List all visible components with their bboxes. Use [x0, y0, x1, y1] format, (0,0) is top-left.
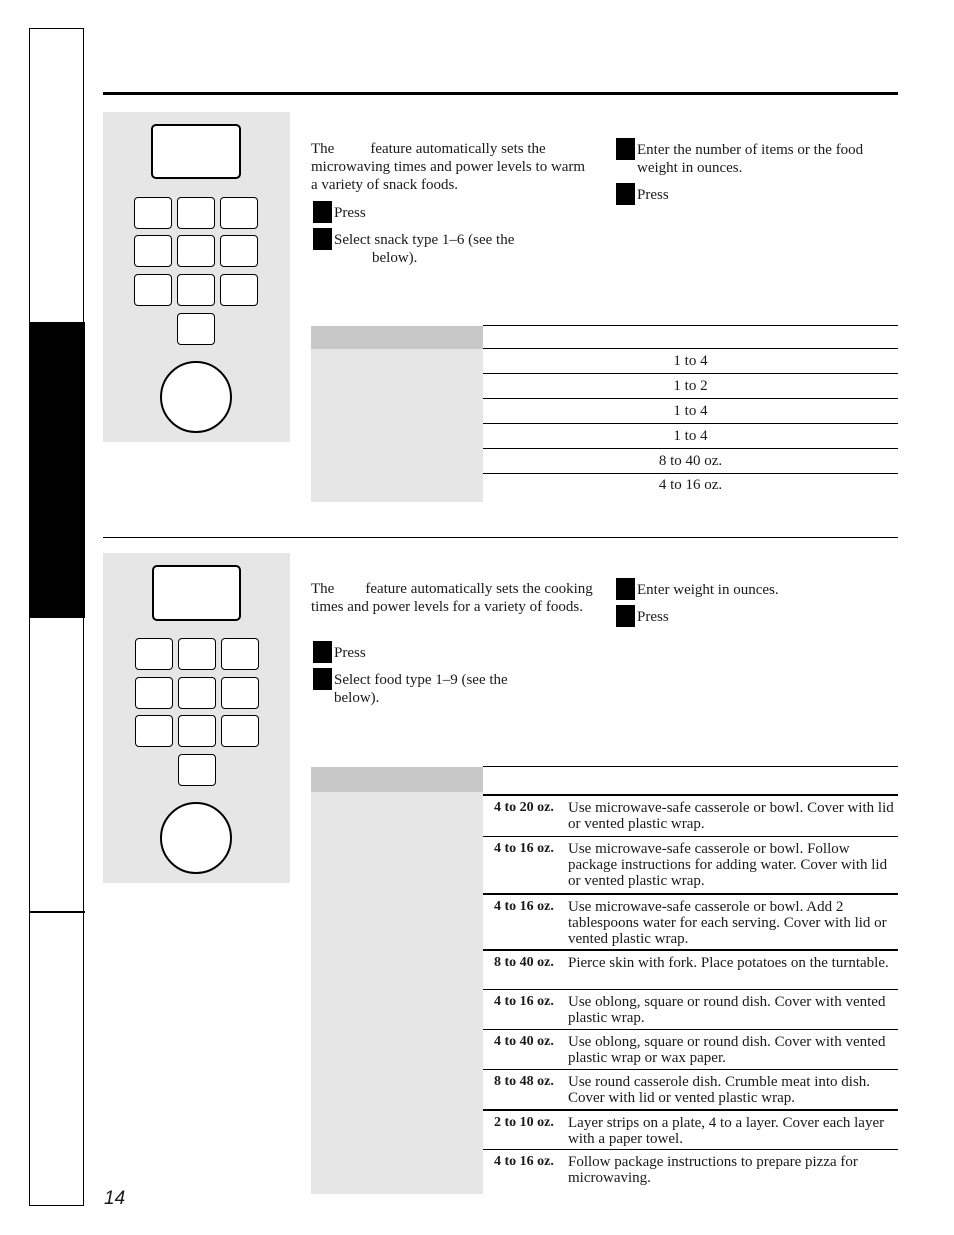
instructions-cell: Use microwave-safe casserole or bowl. Cover with lid or vented plastic wrap. [568, 795, 898, 837]
table-row [311, 399, 898, 424]
snack-step-1-text: Press [334, 205, 366, 221]
table-header-cell [483, 767, 898, 792]
snack-step-2 [313, 231, 553, 267]
amount-cell: 1 to 4 [483, 399, 898, 424]
weight-cell: 4 to 16 oz. [483, 1150, 568, 1194]
keypad-key [135, 638, 173, 670]
amount-cell: 8 to 40 oz. [483, 449, 898, 474]
weight-cell: 8 to 48 oz. [483, 1070, 568, 1110]
table-header-cell [311, 326, 483, 349]
keypad-key [135, 677, 173, 709]
snack-intro [311, 140, 586, 194]
amount-cell: 1 to 4 [483, 349, 898, 374]
keypad-key [134, 197, 172, 229]
snack-step-3-text: Enter the number of items or the food weight in ounces. [637, 142, 864, 176]
keypad-key [177, 197, 215, 229]
instructions-cell: Layer strips on a plate, 4 to a layer. Cover each layer with a paper towel. [568, 1110, 898, 1150]
keypad-key [177, 274, 215, 306]
cook-step-2 [313, 671, 538, 707]
weight-cell: 8 to 40 oz. [483, 950, 568, 990]
keypad-key [220, 197, 258, 229]
section-divider [103, 537, 898, 538]
weight-cell: 4 to 20 oz. [483, 795, 568, 837]
step-marker [313, 668, 332, 690]
table-row [311, 990, 898, 1030]
snack-table [311, 325, 898, 502]
table-row [311, 1030, 898, 1070]
cook-step-4 [616, 608, 888, 626]
weight-cell: 4 to 16 oz. [483, 990, 568, 1030]
display-window [152, 565, 241, 621]
sidebar-divider [29, 911, 85, 913]
keypad-key [177, 313, 215, 345]
table-row [311, 1110, 898, 1150]
amount-cell: 1 to 4 [483, 424, 898, 449]
step-marker [313, 201, 332, 223]
keypad-key [177, 235, 215, 267]
step-marker [616, 605, 635, 627]
table-row [311, 950, 898, 990]
keypad-key [221, 638, 259, 670]
keypad-key [178, 677, 216, 709]
sidebar-active-tab [29, 322, 85, 618]
snack-step-4-text: Press [637, 187, 669, 203]
instructions-cell: Use microwave-safe casserole or bowl. Add 2 tablespoons water for each serving. Cover with lid or vented plastic wrap. [568, 894, 898, 950]
step-marker [616, 183, 635, 205]
amount-cell: 4 to 16 oz. [483, 474, 898, 502]
table-row [311, 1150, 898, 1194]
top-rule [103, 92, 898, 95]
keypad-key [134, 235, 172, 267]
cook-intro-a: The [311, 581, 335, 597]
cook-table [311, 766, 898, 1194]
display-window [151, 124, 241, 179]
keypad-key [178, 638, 216, 670]
table-row [311, 449, 898, 474]
snack-intro-b: feature automatically sets the microwaving times and power levels to warm a variety of snack foods. [311, 141, 586, 193]
instructions-cell: Use round casserole dish. Crumble meat into dish. Cover with lid or vented plastic wrap. [568, 1070, 898, 1110]
cook-step-3 [616, 581, 888, 599]
cook-step-3-text: Enter weight in ounces. [637, 582, 779, 598]
snack-step-4 [616, 186, 888, 204]
table-header-cell [311, 767, 483, 792]
cook-intro-b: feature automatically sets the cooking times and power levels for a variety of foods. [311, 581, 593, 615]
page-number: 14 [104, 1188, 126, 1209]
table-row [311, 349, 898, 374]
amount-cell: 1 to 2 [483, 374, 898, 399]
weight-cell: 2 to 10 oz. [483, 1110, 568, 1150]
dial-knob [160, 361, 232, 433]
step-marker [616, 138, 635, 160]
table-row [311, 474, 898, 502]
control-panel-illustration-cook [103, 553, 290, 883]
keypad-key [220, 235, 258, 267]
instructions-cell: Follow package instructions to prepare pizza for microwaving. [568, 1150, 898, 1194]
keypad-key [220, 274, 258, 306]
keypad-key [178, 715, 216, 747]
snack-step-2-text-a: Select snack type 1–6 (see the [334, 232, 515, 248]
keypad-key [134, 274, 172, 306]
weight-cell: 4 to 40 oz. [483, 1030, 568, 1070]
snack-intro-a: The [311, 141, 335, 157]
table-row [311, 374, 898, 399]
step-marker [313, 641, 332, 663]
cook-intro [311, 580, 596, 616]
table-row [311, 424, 898, 449]
snack-step-3 [616, 141, 888, 177]
cook-step-1-text: Press [334, 645, 366, 661]
step-marker [313, 228, 332, 250]
step-marker [616, 578, 635, 600]
dial-knob [160, 802, 232, 874]
table-header-cell [483, 326, 898, 349]
instructions-cell: Use oblong, square or round dish. Cover with vented plastic wrap. [568, 990, 898, 1030]
table-row [311, 795, 898, 837]
table-row [311, 837, 898, 894]
table-row [311, 894, 898, 950]
keypad-key [135, 715, 173, 747]
instructions-cell: Use microwave-safe casserole or bowl. Follow package instructions for adding water. Cover with lid or vented plastic wrap. [568, 837, 898, 894]
table-row [311, 1070, 898, 1110]
cook-step-4-text: Press [637, 609, 669, 625]
snack-step-2-text-b: below). [372, 250, 418, 266]
cook-step-1 [313, 644, 553, 662]
weight-cell: 4 to 16 oz. [483, 837, 568, 894]
snack-step-1 [313, 204, 553, 222]
keypad-key [221, 715, 259, 747]
instructions-cell: Pierce skin with fork. Place potatoes on the turntable. [568, 950, 898, 990]
control-panel-illustration-snack [103, 112, 290, 442]
keypad-key [178, 754, 216, 786]
cook-step-2-text: Select food type 1–9 (see the below). [334, 672, 508, 706]
keypad-key [221, 677, 259, 709]
weight-cell: 4 to 16 oz. [483, 894, 568, 950]
instructions-cell: Use oblong, square or round dish. Cover with vented plastic wrap or wax paper. [568, 1030, 898, 1070]
